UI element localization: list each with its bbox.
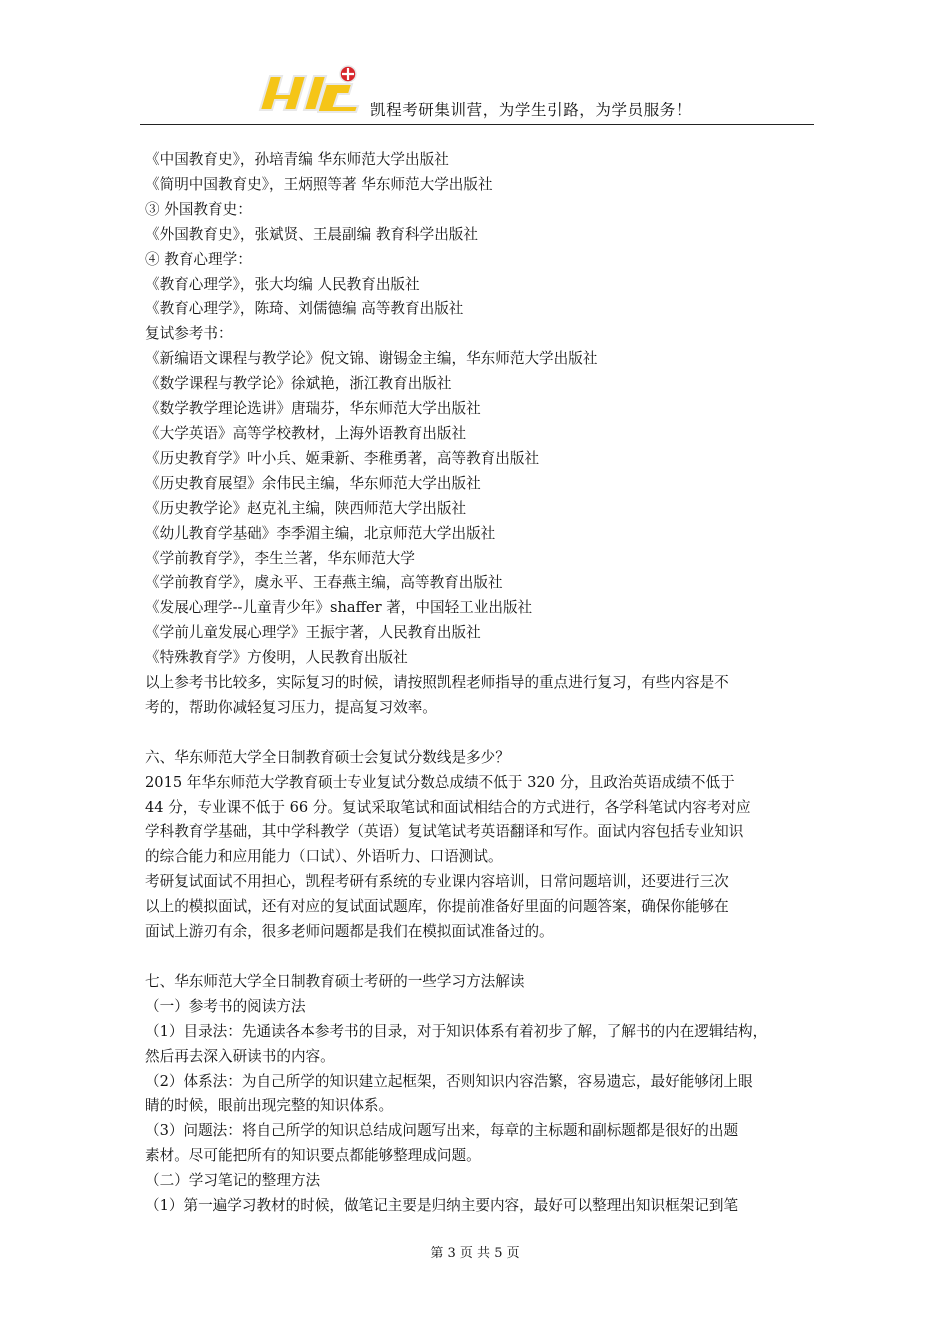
- page-number: 第 3 页 共 5 页: [430, 1246, 520, 1261]
- text-line: 睛的时候，眼前出现完整的知识体系。: [145, 1097, 394, 1115]
- text-line: 面试上游刃有余，很多老师问题都是我们在模拟面试准备过的。: [145, 923, 554, 941]
- text-line: 《外国教育史》，张斌贤、王晨副编 教育科学出版社: [145, 225, 478, 243]
- text-line: ④ 教育心理学：: [145, 250, 252, 268]
- text-line: 《简明中国教育史》，王炳照等著 华东师范大学出版社: [145, 175, 493, 193]
- text-line: 《教育心理学》，张大均编 人民教育出版社: [145, 275, 420, 293]
- kaicheng-logo-icon: [256, 62, 366, 120]
- header-slogan: 凯程考研集训营，为学生引路，为学员服务！: [370, 101, 693, 119]
- text-line: 44 分，专业课不低于 66 分。复试采取笔试和面试相结合的方式进行，各学科笔试内容考对应: [145, 798, 751, 816]
- text-line: 《中国教育史》，孙培青编 华东师范大学出版社: [145, 151, 449, 168]
- text-line: 以上参考书比较多，实际复习的时候，请按照凯程老师指导的重点进行复习，有些内容是不: [145, 674, 729, 692]
- text-line: 考的，帮助你减轻复习压力，提高复习效率。: [145, 698, 437, 716]
- text-line: 素材。尽可能把所有的知识要点都能够整理成问题。: [145, 1147, 481, 1165]
- text-line: ③ 外国教育史：: [145, 200, 252, 218]
- text-line: 2015 年华东师范大学教育硕士专业复试分数总成绩不低于 320 分，且政治英语成绩不低于: [145, 773, 735, 791]
- text-line: 《数学课程与教学论》徐斌艳，浙江教育出版社: [145, 375, 452, 393]
- page-header: [140, 62, 814, 125]
- section-heading: 六、华东师范大学全日制教育硕士会复试分数线是多少？: [145, 748, 510, 766]
- text-line: 复试参考书：: [145, 325, 233, 343]
- text-line: 学科教育学基础，其中学科教学（英语）复试笔试考英语翻译和写作。面试内容包括专业知识: [145, 823, 744, 841]
- text-line: 考研复试面试不用担心，凯程考研有系统的专业课内容培训，日常问题培训，还要进行三次: [145, 873, 729, 891]
- text-line: 《学前教育学》，虞永平、王春燕主编，高等教育出版社: [145, 574, 503, 592]
- text-line: 以上的模拟面试，还有对应的复试面试题库，你提前准备好里面的问题答案，确保你能够在: [145, 898, 729, 916]
- text-line: 《学前教育学》，李生兰著，华东师范大学: [145, 549, 415, 567]
- text-line: 《教育心理学》，陈琦、刘儒德编 高等教育出版社: [145, 300, 464, 318]
- text-line: 然后再去深入研读书的内容。: [145, 1047, 335, 1065]
- text-line: （2）体系法：为自己所学的知识建立起框架，否则知识内容浩繁，容易遗忘，最好能够闭上眼: [145, 1072, 753, 1090]
- blank-line: [145, 945, 809, 970]
- text-line: 《历史教育展望》余伟民主编，华东师范大学出版社: [145, 474, 481, 492]
- text-line: 《特殊教育学》方俊明，人民教育出版社: [145, 649, 408, 667]
- text-line: 的综合能力和应用能力（口试）、外语听力、口语测试。: [145, 848, 503, 866]
- subsection-heading: （一）参考书的阅读方法: [145, 997, 306, 1015]
- text-line: 《学前儿童发展心理学》王振宇著，人民教育出版社: [145, 624, 481, 642]
- text-line: （1）目录法：先通读各本参考书的目录，对于知识体系有着初步了解，了解书的内在逻辑结构，: [145, 1022, 768, 1040]
- text-line: 《历史教学论》赵克礼主编，陕西师范大学出版社: [145, 499, 467, 517]
- subsection-heading: （二）学习笔记的整理方法: [145, 1172, 321, 1190]
- section-heading: 七、华东师范大学全日制教育硕士考研的一些学习方法解读: [145, 972, 525, 990]
- text-line: （1）第一遍学习教材的时候，做笔记主要是归纳主要内容，最好可以整理出知识框架记到笔: [145, 1197, 739, 1215]
- text-line: 《大学英语》高等学校教材，上海外语教育出版社: [145, 424, 467, 442]
- text-line: 《历史教育学》叶小兵、姬秉新、李稚勇著，高等教育出版社: [145, 449, 540, 467]
- text-line: 《发展心理学--儿童青少年》shaffer 著，中国轻工业出版社: [145, 599, 533, 617]
- text-line: 《新编语文课程与教学论》倪文锦、谢锡金主编，华东师范大学出版社: [145, 350, 598, 368]
- text-line: （3）问题法：将自己所学的知识总结成问题写出来，每章的主标题和副标题都是很好的出题: [145, 1122, 739, 1140]
- text-line: 《幼儿教育学基础》李季湄主编，北京师范大学出版社: [145, 524, 496, 542]
- blank-line: [145, 721, 809, 746]
- text-line: 《数学教学理论选讲》唐瑞芬，华东师范大学出版社: [145, 400, 481, 418]
- document-body: [145, 148, 809, 1219]
